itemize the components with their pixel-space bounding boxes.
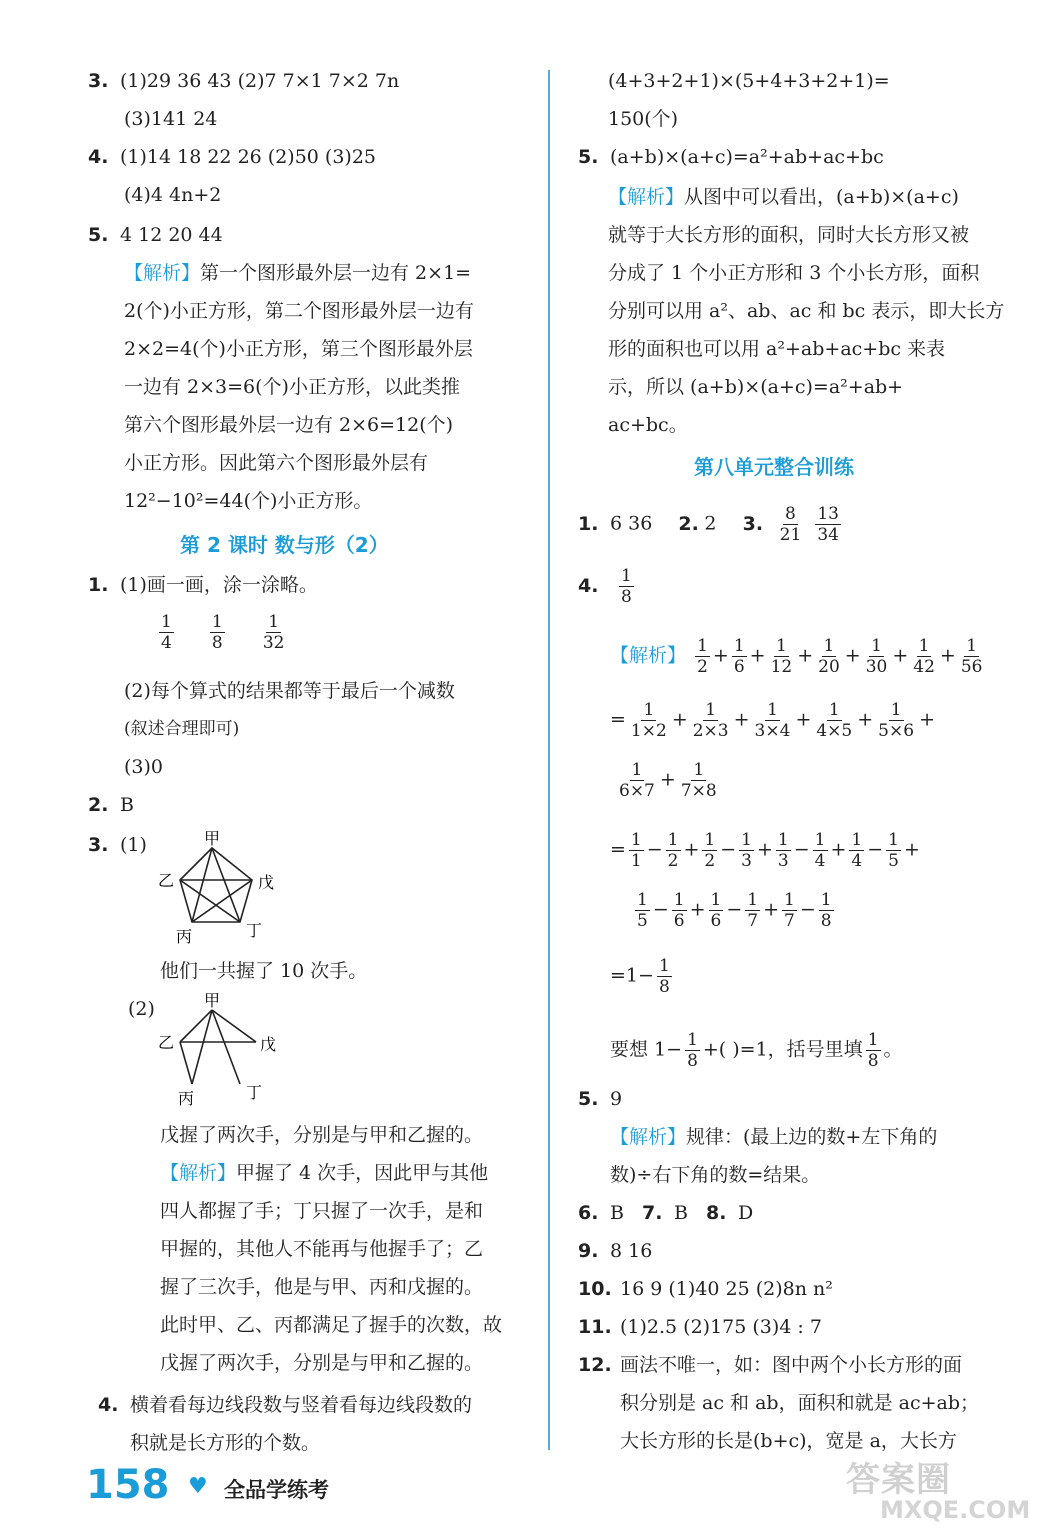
handshake-diagram-partial <box>150 992 290 1112</box>
unit8-answer-9: 9. 8 16 <box>578 1240 653 1262</box>
section-heading: 第 2 课时 数与形（2） <box>180 533 389 557</box>
analysis-r4-step2b: $\frac{1}{6\times 7}$ + $\frac{1}{7\times 8}$ <box>619 760 717 801</box>
answer-r5: 5. (a+b)×(a+c)=a²+ab+ac+bc <box>578 146 884 168</box>
column-divider <box>548 70 550 1450</box>
brand-name: 全品学练考 <box>224 1478 329 1502</box>
analysis-text: 2×2=4(个)小正方形，第三个图形最外层 <box>124 338 473 360</box>
analysis-text: 12²−10²=44(个)小正方形。 <box>124 490 373 512</box>
label-ding: 丁 <box>246 921 263 940</box>
watermark-url: MXQE.COM <box>880 1496 1031 1524</box>
section-heading: 第八单元整合训练 <box>694 455 854 479</box>
label-jia: 甲 <box>204 992 221 1010</box>
q4-line2: 积就是长方形的个数。 <box>130 1432 321 1454</box>
q3: 3. (1) <box>88 834 147 856</box>
q1-note: (叙述合理即可) <box>124 719 240 739</box>
analysis-text: 2(个)小正方形，第二个图形最外层一边有 <box>124 300 474 322</box>
watermark: 答案圈 <box>846 1460 951 1500</box>
unit8-answers-1-3: 1. 6 36 2. 2 3. $\frac{8}{21}$ $\frac{13}{34}$ <box>578 504 839 545</box>
label-wu: 戊 <box>258 873 275 892</box>
answer-12-line3: 大长方形的长是(b+c)，宽是 a，大长方 <box>620 1430 957 1452</box>
answer-5: 5. 4 12 20 44 <box>88 224 223 246</box>
analysis-text: 小正方形。因此第六个图形最外层有 <box>124 452 429 474</box>
answer-12-line2: 积分别是 ac 和 ab，面积和就是 ac+ab； <box>620 1392 979 1414</box>
analysis-text: 形的面积也可以用 a²+ab+ac+bc 来表 <box>608 338 946 360</box>
answer-4-line2: (4)4 4n+2 <box>124 184 222 206</box>
unit8-answers-6-8: 6. B 7. B 8. D <box>578 1202 754 1224</box>
analysis-text: 此时甲、乙、丙都满足了握手的次数，故 <box>160 1314 503 1336</box>
handshake-diagram-complete <box>150 830 290 950</box>
unit8-answer-11: 11. (1)2.5 (2)175 (3)4 : 7 <box>578 1316 822 1338</box>
heart-icon: ♥ <box>188 1474 208 1499</box>
page-number: 158 <box>86 1462 170 1508</box>
analysis-text: 戊握了两次手，分别是与甲和乙握的。 <box>160 1352 484 1374</box>
analysis-text: 一边有 2×3=6(个)小正方形，以此类推 <box>124 376 460 398</box>
fraction: $\frac{13}{34}$ <box>817 504 839 545</box>
analysis-r4-step4: =1− $\frac{1}{8}$ <box>610 956 670 997</box>
label-yi: 乙 <box>158 1033 175 1052</box>
analysis-r4-sum: 【解析】 $\frac{1}{2}$ + $\frac{1}{6}$ + $\frac{1}{12}$ + $\frac{1}{20}$ + $\frac{1}{30}$ + $\frac{1}{42}$ + $\frac{1}{56}$ <box>610 636 983 677</box>
analysis-r5b: 【解析】规律：(最上边的数+左下角的 <box>610 1126 938 1148</box>
fraction: $\frac{1}{32}$ <box>262 612 285 653</box>
analysis-text: 数)÷右下角的数=结果。 <box>610 1164 821 1186</box>
label-jia: 甲 <box>204 830 221 848</box>
analysis-text: 甲握的，其他人不能再与他握手了；乙 <box>160 1238 484 1260</box>
q4: 4. 横着看每边线段数与竖着看每边线段数的 <box>98 1394 473 1416</box>
answer-3: 3. (1)29 36 43 (2)7 7×1 7×2 7n <box>88 66 399 96</box>
analysis-r4-step3: = $\frac{1}{1}$ − $\frac{1}{2}$ + $\frac{1}{2}$ − $\frac{1}{3}$ + $\frac{1}{3}$ − $\frac{1}{4}$ + $\frac{1}{4}$ − $\frac{1}{5}$ + <box>610 830 920 871</box>
q3-answer1: 他们一共握了 10 次手。 <box>160 960 368 982</box>
analysis-3: 【解析】甲握了 4 次手，因此甲与其他 <box>160 1162 489 1184</box>
fraction: $\frac{1}{8}$ <box>211 612 223 653</box>
analysis-text: 第六个图形最外层一边有 2×6=12(个) <box>124 414 454 436</box>
q1-part3: (3)0 <box>124 756 164 778</box>
analysis-r4-step2: = $\frac{1}{1\times 2}$ + $\frac{1}{2\times 3}$ + $\frac{1}{3\times 4}$ + $\frac{1}{4\times 5}$ + $\frac{1}{5\times 6}$ + <box>610 700 935 741</box>
q3-answer2: 戊握了两次手，分别是与甲和乙握的。 <box>160 1124 484 1146</box>
q2: 2. B <box>88 794 134 816</box>
analysis-text: 就等于大长方形的面积，同时大长方形又被 <box>608 224 970 246</box>
analysis-text: 示，所以 (a+b)×(a+c)=a²+ab+ <box>608 376 904 398</box>
analysis-r5: 【解析】从图中可以看出，(a+b)×(a+c) <box>608 186 959 208</box>
q3-part2: (2) <box>128 998 155 1020</box>
analysis-text: 四人都握了手；丁只握了一次手，是和 <box>160 1200 484 1222</box>
label-wu: 戊 <box>260 1035 277 1054</box>
q1: 1. (1)画一画，涂一涂略。 <box>88 574 318 596</box>
label-bing: 丙 <box>176 927 193 946</box>
q1-fractions <box>156 612 289 653</box>
answer-4: 4. (1)14 18 22 26 (2)50 (3)25 <box>88 146 376 168</box>
label-ding: 丁 <box>246 1083 263 1102</box>
fraction: $\frac{1}{8}$ <box>621 566 632 607</box>
unit8-answer-12: 12. 画法不唯一，如：图中两个小长方形的面 <box>578 1354 963 1376</box>
r-count-result: 150(个) <box>608 108 679 130</box>
item-number: 3. <box>88 70 109 92</box>
analysis-r4-step3b: $\frac{1}{5}$ − $\frac{1}{6}$ + $\frac{1}{6}$ − $\frac{1}{7}$ + $\frac{1}{7}$ − $\frac{1}{8}$ <box>637 890 832 931</box>
analysis-text: 分别可以用 a²、ab、ac 和 bc 表示，即大长方 <box>608 300 1005 322</box>
q1-part2: (2)每个算式的结果都等于最后一个减数 <box>124 680 455 702</box>
analysis-5: 【解析】第一个图形最外层一边有 2×1= <box>124 262 472 284</box>
answer-3-line2: (3)141 24 <box>124 108 218 130</box>
r-count-formula: (4+3+2+1)×(5+4+3+2+1)= <box>608 70 890 92</box>
unit8-answer-4: 4. $\frac{1}{8}$ <box>578 566 632 607</box>
analysis-text: ac+bc。 <box>608 414 688 436</box>
unit8-answer-5: 5. 9 <box>578 1088 623 1110</box>
analysis-text: 握了三次手，他是与甲、丙和戊握的。 <box>160 1276 484 1298</box>
fraction: $\frac{1}{4}$ <box>161 612 172 653</box>
analysis-text: 分成了 1 个小正方形和 3 个小长方形，面积 <box>608 262 980 284</box>
label-bing: 丙 <box>178 1089 195 1108</box>
analysis-r4-conclusion: 要想 1− $\frac{1}{8}$ +( )=1，括号里填 $\frac{1}{8}$ 。 <box>610 1030 903 1071</box>
fraction: $\frac{8}{21}$ <box>779 504 802 545</box>
unit8-answer-10: 10. 16 9 (1)40 25 (2)8n n² <box>578 1278 833 1300</box>
analysis-tag: 【解析】 <box>124 262 201 284</box>
label-yi: 乙 <box>158 871 175 890</box>
